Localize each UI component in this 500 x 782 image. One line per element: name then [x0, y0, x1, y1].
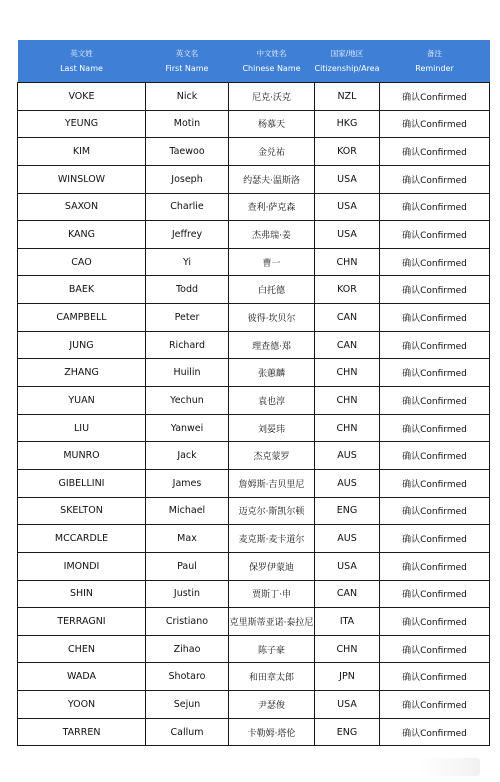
cell-reminder: 确认Confirmed	[380, 193, 490, 221]
cell-citizenship: CHN	[315, 414, 380, 442]
cell-last-name: SHIN	[18, 580, 146, 608]
cell-last-name: KANG	[18, 221, 146, 249]
header-label-en: Citizenship/Area	[314, 63, 380, 73]
cell-last-name: CHEN	[18, 635, 146, 663]
cell-last-name: YOON	[18, 691, 146, 719]
cell-citizenship: CHN	[315, 387, 380, 415]
table-body	[18, 83, 490, 746]
cell-first-name: Nick	[146, 83, 229, 111]
header-first-name	[146, 40, 229, 83]
cell-citizenship: ENG	[315, 497, 380, 525]
cell-chinese-name: 金兑祐	[229, 138, 315, 166]
cell-first-name: James	[146, 469, 229, 497]
table-row	[18, 718, 490, 746]
header-last-name	[18, 40, 146, 83]
table-row	[18, 359, 490, 387]
cell-first-name: Richard	[146, 331, 229, 359]
cell-citizenship: AUS	[315, 469, 380, 497]
cell-reminder: 确认Confirmed	[380, 497, 490, 525]
cell-first-name: Callum	[146, 718, 229, 746]
cell-chinese-name: 詹姆斯·吉贝里尼	[229, 469, 315, 497]
table-row	[18, 83, 490, 111]
cell-last-name: TERRAGNI	[18, 608, 146, 636]
cell-last-name: WADA	[18, 663, 146, 691]
cell-citizenship: USA	[315, 552, 380, 580]
cell-last-name: MCCARDLE	[18, 525, 146, 553]
cell-first-name: Todd	[146, 276, 229, 304]
table-row	[18, 663, 490, 691]
cell-last-name: LIU	[18, 414, 146, 442]
table-row	[18, 276, 490, 304]
cell-chinese-name: 卡勒姆·塔伦	[229, 718, 315, 746]
table-row	[18, 248, 490, 276]
cell-reminder: 确认Confirmed	[380, 552, 490, 580]
cell-chinese-name: 彼得·坎贝尔	[229, 304, 315, 332]
cell-citizenship: AUS	[315, 525, 380, 553]
table-row	[18, 608, 490, 636]
cell-first-name: Motin	[146, 110, 229, 138]
cell-last-name: MUNRO	[18, 442, 146, 470]
cell-reminder: 确认Confirmed	[380, 276, 490, 304]
cell-last-name: SAXON	[18, 193, 146, 221]
cell-chinese-name: 迈克尔·斯凯尔顿	[229, 497, 315, 525]
header-chinese-name	[229, 40, 315, 83]
table-row	[18, 580, 490, 608]
cell-chinese-name: 白托德	[229, 276, 315, 304]
table-header	[18, 40, 490, 83]
header-label-en: Last Name	[60, 63, 103, 73]
cell-citizenship: CHN	[315, 359, 380, 387]
cell-reminder: 确认Confirmed	[380, 387, 490, 415]
cell-citizenship: JPN	[315, 663, 380, 691]
cell-reminder: 确认Confirmed	[380, 359, 490, 387]
cell-citizenship: ITA	[315, 608, 380, 636]
cell-reminder: 确认Confirmed	[380, 304, 490, 332]
cell-citizenship: USA	[315, 691, 380, 719]
header-label-zh: 国家/地区	[330, 48, 364, 58]
cell-first-name: Yi	[146, 248, 229, 276]
table-row	[18, 110, 490, 138]
cell-first-name: Cristiano	[146, 608, 229, 636]
cell-first-name: Charlie	[146, 193, 229, 221]
cell-first-name: Zihao	[146, 635, 229, 663]
cell-last-name: CAO	[18, 248, 146, 276]
cell-reminder: 确认Confirmed	[380, 442, 490, 470]
cell-first-name: Joseph	[146, 165, 229, 193]
cell-first-name: Peter	[146, 304, 229, 332]
cell-chinese-name: 保罗伊蒙迪	[229, 552, 315, 580]
cell-chinese-name: 和田章太郎	[229, 663, 315, 691]
table-row	[18, 635, 490, 663]
cell-chinese-name: 袁也淳	[229, 387, 315, 415]
table-row	[18, 304, 490, 332]
cell-last-name: GIBELLINI	[18, 469, 146, 497]
cell-last-name: TARREN	[18, 718, 146, 746]
cell-citizenship: ENG	[315, 718, 380, 746]
table-row	[18, 552, 490, 580]
cell-reminder: 确认Confirmed	[380, 525, 490, 553]
cell-citizenship: KOR	[315, 138, 380, 166]
cell-chinese-name: 尹瑟俊	[229, 691, 315, 719]
cell-last-name: WINSLOW	[18, 165, 146, 193]
cell-last-name: VOKE	[18, 83, 146, 111]
cell-chinese-name: 克里斯蒂亚诺·泰拉尼	[229, 608, 315, 636]
cell-citizenship: CHN	[315, 635, 380, 663]
cell-last-name: KIM	[18, 138, 146, 166]
cell-citizenship: USA	[315, 193, 380, 221]
cell-chinese-name: 麦克斯·麦卡道尔	[229, 525, 315, 553]
table-row	[18, 221, 490, 249]
table-row	[18, 138, 490, 166]
cell-last-name: CAMPBELL	[18, 304, 146, 332]
cell-first-name: Yechun	[146, 387, 229, 415]
cell-chinese-name: 查利·萨克森	[229, 193, 315, 221]
cell-first-name: Sejun	[146, 691, 229, 719]
header-label-zh: 英文名	[175, 48, 199, 58]
table-row	[18, 469, 490, 497]
cell-reminder: 确认Confirmed	[380, 138, 490, 166]
cell-chinese-name: 陈子豪	[229, 635, 315, 663]
cell-reminder: 确认Confirmed	[380, 165, 490, 193]
cell-citizenship: CAN	[315, 331, 380, 359]
player-roster-table	[17, 40, 490, 746]
header-citizenship	[315, 40, 380, 83]
header-label-zh: 英文姓	[70, 48, 93, 58]
cell-reminder: 确认Confirmed	[380, 608, 490, 636]
cell-first-name: Michael	[146, 497, 229, 525]
cell-citizenship: HKG	[315, 110, 380, 138]
cell-last-name: SKELTON	[18, 497, 146, 525]
cell-chinese-name: 理查德·郑	[229, 331, 315, 359]
header-label-zh: 中文姓名	[256, 48, 287, 58]
header-label-en: First Name	[165, 63, 209, 73]
cell-reminder: 确认Confirmed	[380, 691, 490, 719]
cell-reminder: 确认Confirmed	[380, 221, 490, 249]
header-reminder	[380, 40, 490, 83]
cell-last-name: YUAN	[18, 387, 146, 415]
table-row	[18, 387, 490, 415]
cell-chinese-name: 张蕙麟	[229, 359, 315, 387]
cell-citizenship: KOR	[315, 276, 380, 304]
cell-first-name: Justin	[146, 580, 229, 608]
cell-first-name: Jeffrey	[146, 221, 229, 249]
cell-citizenship: CAN	[315, 580, 380, 608]
cell-first-name: Shotaro	[146, 663, 229, 691]
cell-citizenship: USA	[315, 165, 380, 193]
cell-first-name: Jack	[146, 442, 229, 470]
cell-reminder: 确认Confirmed	[380, 331, 490, 359]
cell-chinese-name: 杨慕天	[229, 110, 315, 138]
cell-first-name: Taewoo	[146, 138, 229, 166]
cell-citizenship: USA	[315, 221, 380, 249]
header-label-en: Chinese Name	[242, 63, 301, 73]
cell-first-name: Yanwei	[146, 414, 229, 442]
cell-reminder: 确认Confirmed	[380, 635, 490, 663]
table-row	[18, 414, 490, 442]
table-row	[18, 691, 490, 719]
table-row	[18, 331, 490, 359]
cell-last-name: BAEK	[18, 276, 146, 304]
cell-reminder: 确认Confirmed	[380, 414, 490, 442]
cell-first-name: Max	[146, 525, 229, 553]
header-label-zh: 备注	[427, 48, 442, 58]
cell-citizenship: AUS	[315, 442, 380, 470]
cell-first-name: Huilin	[146, 359, 229, 387]
cell-last-name: IMONDI	[18, 552, 146, 580]
cell-chinese-name: 杰弗瑞·姜	[229, 221, 315, 249]
cell-chinese-name: 曹一	[229, 248, 315, 276]
table-row	[18, 193, 490, 221]
cell-citizenship: CAN	[315, 304, 380, 332]
cell-reminder: 确认Confirmed	[380, 83, 490, 111]
cell-citizenship: NZL	[315, 83, 380, 111]
table-row	[18, 497, 490, 525]
header-label-en: Reminder	[415, 63, 454, 73]
cell-chinese-name: 尼克·沃克	[229, 83, 315, 111]
table-row	[18, 442, 490, 470]
cell-reminder: 确认Confirmed	[380, 718, 490, 746]
cell-reminder: 确认Confirmed	[380, 110, 490, 138]
cell-reminder: 确认Confirmed	[380, 580, 490, 608]
cell-citizenship: CHN	[315, 248, 380, 276]
cell-first-name: Paul	[146, 552, 229, 580]
cell-last-name: JUNG	[18, 331, 146, 359]
cell-chinese-name: 约瑟夫·温斯洛	[229, 165, 315, 193]
cell-chinese-name: 杰克蒙罗	[229, 442, 315, 470]
table-row	[18, 165, 490, 193]
cell-last-name: YEUNG	[18, 110, 146, 138]
cell-reminder: 确认Confirmed	[380, 469, 490, 497]
cell-reminder: 确认Confirmed	[380, 663, 490, 691]
cell-chinese-name: 刘晏玮	[229, 414, 315, 442]
header-row	[18, 40, 490, 83]
cell-chinese-name: 贾斯丁·申	[229, 580, 315, 608]
table-row	[18, 525, 490, 553]
cell-last-name: ZHANG	[18, 359, 146, 387]
cell-reminder: 确认Confirmed	[380, 248, 490, 276]
watermark	[420, 758, 480, 776]
